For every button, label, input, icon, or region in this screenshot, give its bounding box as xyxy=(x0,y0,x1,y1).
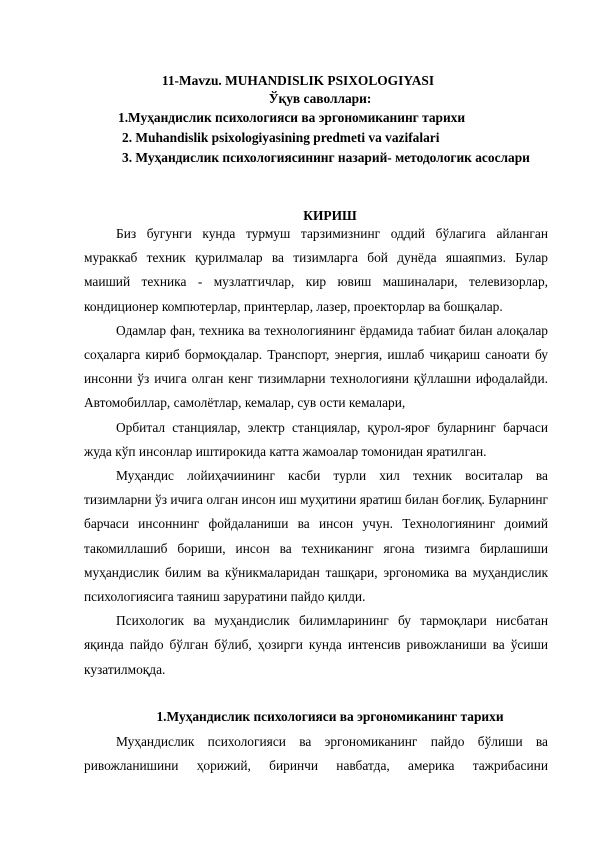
question-item: 1.Муҳандислик психологияси ва эргономиканинг тарихи xyxy=(118,110,466,125)
paragraph: Муҳандислик психологияси ва эргономиканинг пайдо бўлиши ва ривожланишини ҳорижий, биринчи навбатда, америка тажрибасини xyxy=(84,734,548,774)
paragraph: Одамлар фан, техника ва технологиянинг ёрдамида табиат билан алоқалар соҳаларга кириб бормоқдалар. Транспорт, энергия, ишлаб чиқариш саноати бу инсонни ўз ичига олган кенг тизимларни технологияни қўллашни ифодалайди. Автомобиллар, самолётлар, кемалар, сув ости кемалари, xyxy=(84,322,548,411)
paragraph: Биз бугунги кунда турмуш тарзимизнинг оддий бўлагига айланган мураккаб техник қурилмалар ва тизимларга бой дунёда яшаяпмиз. Булар маиший техника - музлатгичлар, кир ювиш машиналари, телевизорлар, кондиционер компютерлар, принтерлар, лазер, проекторлар ва бошқалар. xyxy=(84,226,548,314)
section-heading: 1.Муҳандислик психологияси ва эргономиканинг тарихи xyxy=(156,709,504,724)
paragraph: Психологик ва муҳандислик билимларининг бу тармоқлари нисбатан яқинда пайдо бўлган бўлиб, ҳозирги кунда интенсив ривожланиши ва ўсиши кузатилмоқда. xyxy=(84,613,548,677)
paragraph: Орбитал станциялар, электр станциялар, қурол-яроғ буларнинг барчаси жуда кўп инсонлар иштирокида катта жамоалар томонидан яратилган. xyxy=(84,419,548,459)
question-item: 2. Muhandislik psixologiyasining predmeti va vazifalari xyxy=(122,130,440,145)
questions-subtitle: Ўқув саволлари: xyxy=(268,91,372,106)
intro-heading: КИРИШ xyxy=(303,208,357,223)
lecture-title: 11-Mavzu. MUHANDISLIK PSIXOLOGIYASI xyxy=(161,73,435,88)
paragraph: Муҳандис лойиҳачиининг касби турли хил техник воситалар ва тизимларни ўз ичига олган инсон иш муҳитини яратиш билан боғлиқ. Буларнинг барчаси инсоннинг фойдаланиши ва инсон учун. Технологиянинг доимий такомиллашиб бориши, инсон ва техниканинг ягона тизимга бирлашиши муҳандислик билим ва кўникмаларидан ташқари, эргономика ва муҳандислик психологиясига таяниш заруратини пайдо қилди. xyxy=(84,468,548,605)
section-body xyxy=(84,730,548,778)
question-item: 3. Муҳандислик психологиясининг назарий- методологик асослари xyxy=(122,150,530,165)
questions-list xyxy=(118,108,578,168)
intro-body xyxy=(84,222,548,682)
